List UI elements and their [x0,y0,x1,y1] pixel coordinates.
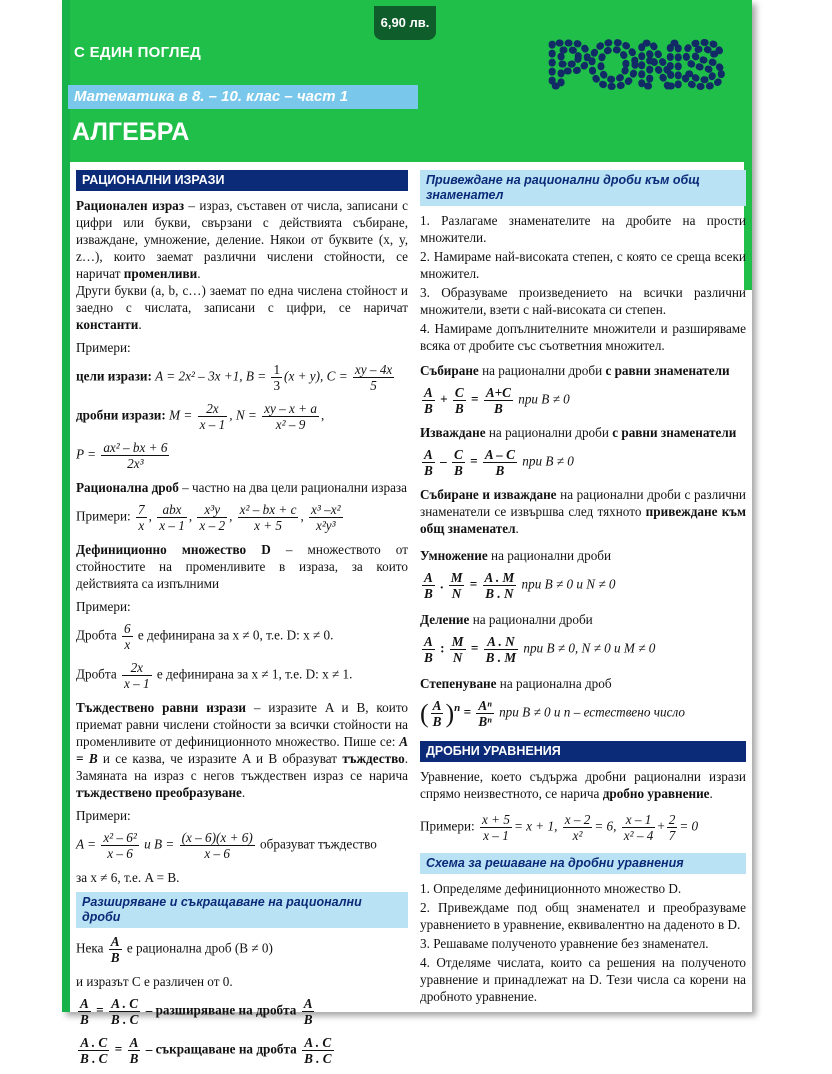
text: на рационални дроби [487,548,612,563]
num: x² – bx + c [239,502,297,517]
term: променливи [123,266,198,281]
den: x – 1 [159,518,185,533]
series-label: С ЕДИН ПОГЛЕД [74,44,202,61]
text: Дробта [76,627,117,643]
op: = [470,453,478,469]
text: е дефинирана за x ≠ 1, т.е. D: x ≠ 1. [156,666,353,682]
frac [422,447,435,478]
condition: при B ≠ 0 [518,391,570,407]
num: A . M [484,570,515,585]
examples-label: Примери: [76,808,131,823]
frac [484,385,513,416]
frac [422,634,435,665]
frac [453,385,466,416]
math: A = [76,836,100,852]
num: abx [157,502,187,518]
label: – съкращаване на дробта [145,1041,297,1057]
text: и се казва, че изразите A и B образуват [97,751,343,766]
op: = [471,391,479,407]
frac [180,830,255,861]
addsub-text: Събиране и изваждане на рационални дроби с различни знаменатели се извършва след тяхното привеждане към общ знаменател. [420,487,746,536]
num: A . C [109,996,140,1012]
text: – израз, съставен от числа, записани с цифри или букви, свързани с действията събиране, изваждане, умножение, деление. Някои от буквите (x, y, z…), които заемат различни числени стойности, се наричат [76,198,408,281]
frac [484,634,518,665]
num: A [424,634,433,649]
frac [452,447,465,478]
frac [480,812,512,843]
frac [78,1035,109,1066]
examples-label: Примери: [76,599,131,614]
addition-formula [420,385,746,416]
left-column [76,170,408,1074]
num: A – C [484,447,515,462]
num: A . C [302,1035,333,1051]
math: , N = [229,407,261,423]
condition: при B ≠ 0 и N ≠ 0 [521,576,616,592]
math: (x + y), C = [284,368,351,384]
text: на рационални дроби [469,612,593,627]
list-item: 1. Определяме дефиниционното множество D. [420,881,682,896]
den: 7 [668,828,676,843]
division-formula [420,634,746,665]
frac [483,447,517,478]
multiplication-heading [420,547,746,564]
op: . [440,576,444,592]
op: + [440,391,448,407]
frac [128,1035,141,1066]
examples-label: Примери: [420,818,475,834]
num: C [453,447,463,462]
text: – изразите A и B, които приемат равни числени стойности за всички стойности на променливите от дефиниционното множество. Пише се: [76,700,408,749]
den: x² – 4 [623,828,654,843]
den: x [124,637,131,652]
division-heading [420,611,746,628]
label: дробни изрази: [76,407,166,423]
num: Aⁿ [478,698,492,713]
def-rational-fraction [76,479,408,496]
frac [422,385,435,416]
den: N [452,650,463,665]
den: x [138,518,145,533]
op: – [440,453,447,469]
math: P = [76,446,100,462]
term: Умножение [420,548,488,563]
den: x²y³ [315,518,336,533]
def-domain [76,541,408,592]
term: Деление [420,612,470,627]
reduce-formula [76,1035,408,1066]
addition-heading [420,362,746,379]
list-item: 4. Отделяме числата, които са решения на полученото уравнение и принадлежат на D. Тези числа са корени на дробното уравнение. [420,955,746,1004]
exponent: n [454,702,461,715]
list-item: 2. Намираме най-високата степен, с която се среща всеки множител. [420,249,746,281]
list-item: 3. Образуваме произведението на всички различни множители, взети с най-високата си степен. [420,285,746,317]
frac-expressions: дробни изрази: M = $\frac{2x}{x - 1}$ , N = $\frac{xy - x + a}{\text{x² – 9}}$ , [76,401,325,432]
subtraction-formula [420,447,746,478]
text: Дробта [76,666,117,682]
den: B . C [304,1051,332,1066]
multiplication-formula [420,570,746,601]
den: B [432,714,442,729]
section-title-solving-scheme: Схема за решаване на дробни уравнения [420,853,746,874]
den: x² [572,828,583,843]
frac [271,362,282,393]
term: Степенуване [420,676,497,691]
page-title: АЛГЕБРА [72,118,190,146]
label: – разширяване на дробта [145,1002,297,1018]
den: B [110,950,120,965]
frac [449,570,465,601]
op: = [470,640,479,656]
num: x³y [197,502,227,518]
list-item: 3. Решаваме полученото уравнение без знаменател. [420,936,709,951]
num: A [424,385,433,400]
frac [136,502,147,533]
den: B [129,1051,139,1066]
den: x + 5 [254,518,283,533]
den: B . C [110,1012,139,1027]
frac [476,698,493,729]
common-denominator-steps [420,212,746,354]
text: на рационална дроб [496,676,612,691]
num: A [424,447,433,462]
math: M = [169,407,196,423]
op: = [463,704,472,720]
def-fractional-equation: Уравнение, което съдържа дробни рационални изрази спрямо неизвестното, се нарича дробно уравнение. [420,769,746,801]
term: Събиране и изваждане [420,487,557,502]
expand-formula [76,996,408,1027]
frac [197,502,227,533]
num: M [451,634,464,649]
paren: ( [420,699,429,728]
int-expressions [76,362,408,393]
c-condition: и изразът C е различен от 0. [76,974,233,989]
subtraction-heading [420,424,746,441]
frac [122,660,152,691]
examples-label: Примери: [76,508,131,524]
num: M [450,570,463,585]
frac [422,570,435,601]
text: Уравнение, което съдържа дробни рационални изрази спрямо неизвестното, се нарича [420,769,746,801]
rational-fraction-examples: Примери: $\frac{7}{x}$ , $\frac{\text{abx}}{x - 1}$ , $\frac{\text{x³y}}{x - 2}$ , $\frac{\text{x² – bx + c}}{x + 5}$ , $\frac{\text{x³ –x²}}{\text{x²y³}}$ [76,502,341,533]
frac [262,401,319,432]
frac [109,934,122,965]
section-title-fractional-equations: ДРОБНИ УРАВНЕНИЯ [420,741,746,762]
frac [157,502,187,533]
pons-logo [548,31,748,100]
term: A = B [76,734,408,766]
math: = 0 [679,818,699,834]
den: B . C [80,1051,108,1066]
num: A . C [78,1035,109,1051]
den: B [424,463,433,478]
math: = 6, [594,818,617,834]
num: x² – 6² [103,830,137,845]
den: N [451,586,462,601]
num: x – 2 [564,812,591,827]
num: 1 [273,362,281,377]
frac [667,812,678,843]
price-tag: 6,90 лв. [374,6,436,40]
frac [109,996,140,1027]
den: B [80,1012,89,1027]
den: x – 1 [483,828,509,843]
num: (x – 6)(x + 6) [181,830,253,845]
text: образуват тъждество [256,836,377,852]
op: : [440,640,445,656]
num: A [80,996,89,1011]
frac [622,812,656,843]
term: привеждане към общ знаменател [420,504,746,536]
frac [302,996,315,1027]
identity-condition: за x ≠ 6, т.е. A = B. [76,870,180,885]
let-fraction [76,934,408,965]
term: Рационална дроб [76,480,179,495]
condition: при B ≠ 0, N ≠ 0 и M ≠ 0 [523,640,656,656]
term: Тъждествено равни изрази [76,700,246,715]
pons-logo-text: PONS [548,31,724,100]
leaflet-page [62,0,752,1066]
frac [101,440,169,471]
term: с равни знаменатели [605,363,730,378]
list-item: 4. Намираме допълнителните множители и разширяваме всяка от дробите със съответния множител. [420,321,746,353]
den: 2x³ [127,456,144,471]
section-title-rational-expressions: РАЦИОНАЛНИ ИЗРАЗИ [76,170,408,191]
text: – частно на два цели рационални израза [178,480,407,495]
text: – множеството от стойностите на променливите в израза, за които действията са изпълними [76,542,408,591]
subject-bar: Математика в 8. – 10. клас – част 1 [68,85,418,109]
num: A [432,698,442,713]
math: A = 2x² – 3x +1, B = [155,368,270,384]
term: тъждество [342,751,405,766]
den: B [424,401,433,416]
den: x – 1 [123,676,150,691]
frac [198,401,228,432]
power-formula [420,698,746,729]
term: тъждествено преобразуване [76,785,242,800]
left-green-strip [62,0,70,1012]
op: = [114,1041,123,1057]
frac [101,830,139,861]
den: x – 2 [199,518,226,533]
den: B [454,401,464,416]
num: xy – x + a [264,401,317,416]
num: x – 1 [622,812,656,828]
text: е рационална дроб (B ≠ 0) [126,940,273,956]
paren: ) [445,699,455,728]
term: Събиране [420,363,479,378]
frac [450,634,466,665]
num: A [110,934,120,949]
condition: при B ≠ 0 и n – естествено число [499,704,685,720]
den: 5 [370,378,377,393]
term: с равни знаменатели [612,425,737,440]
num: C [454,385,464,400]
den: B [493,401,503,416]
op: + [657,818,665,834]
section-title-common-denominator: Привеждане на рационални дроби към общ знаменател [420,170,746,206]
math: = x + 1, [513,818,558,834]
list-item: 2. Привеждаме под общ знаменател и преобразуваме уравнението в уравнение, еквивалентно на даденото в D. [420,900,746,932]
num: A [129,1035,139,1050]
domain-example-1 [76,621,408,652]
num: x³ –x² [311,502,341,517]
den: B [303,1012,313,1027]
num: A . N [484,634,518,650]
den: 3 [273,378,281,393]
label: цели изрази: [76,368,152,384]
op: = [469,576,478,592]
frac [122,621,133,652]
frac [563,812,593,843]
den: x – 1 [199,417,226,432]
identity-example [76,830,408,861]
examples-label: Примери: [76,340,131,355]
def-rational-expression: Рационален израз – израз, съставен от числа, записани с цифри или букви, свързани с действията събиране, изваждане, умножение, деление. Някои от буквите (x, y, z…), които заемат различни числени стойности, се наричат променливи. Други букви (a, b, c…) заемат по една числена стойност и заедно с числата, записани с цифри, се наричат константи. [76,198,408,332]
den: x – 6 [204,846,230,861]
frac [302,1035,333,1066]
term: константи [76,317,139,332]
def-identity: Тъждествено равни изрази – изразите A и B, които приемат равни числени стойности за всички стойности на променливите от дефиниционното множество. Пише се: A = B и се казва, че изразите A и B образуват тъждество. Замяната на израз с негов тъждествен израз се нарича тъждествено преобразуване. [76,700,408,800]
section-title-expand-reduce: Разширяване и съкращаване на рационални дроби [76,892,408,928]
math: и B = [140,836,178,852]
frac [238,502,299,533]
frac [78,996,91,1027]
frac [309,502,343,533]
domain-example-2 [76,660,408,691]
list-item: 1. Разлагаме знаменателите на дробите на прости множители. [420,213,746,245]
fractional-equation-examples [420,812,746,843]
den: x – 6 [107,846,133,861]
solving-scheme-steps [420,880,746,1005]
num: xy – 4x [354,362,393,377]
right-column [420,170,746,1007]
den: B . M [485,650,517,665]
num: 2x [198,401,228,417]
term: дробно уравнение [602,786,710,801]
text: Нека [76,940,104,956]
op: = [96,1002,104,1018]
text: на рационални дроби [485,425,613,440]
frac-expression-p [76,440,408,471]
num: A [424,570,433,585]
term: Дефиниционно множество D [76,542,271,557]
frac [353,362,394,393]
den: B [424,586,433,601]
num: x + 5 [482,812,510,827]
den: x² – 9 [275,417,306,432]
term: Изваждане [420,425,486,440]
num: 7 [138,502,145,517]
num: A [303,996,313,1011]
text: . Замяната на израз с негов тъждествен израз се нарича [76,751,408,783]
frac [431,698,444,729]
text: на рационални дроби [478,363,606,378]
num: 2x [122,660,152,676]
frac [483,570,517,601]
num: A+C [485,385,511,400]
text: е дефинирана за x ≠ 0, т.е. D: x ≠ 0. [137,627,334,643]
num: 6 [123,621,131,636]
condition: при B ≠ 0 [522,453,574,469]
den: Bⁿ [478,714,492,729]
den: B [495,463,505,478]
den: B . N [485,586,514,601]
den: B [453,463,463,478]
term: Рационален израз [76,198,185,213]
power-heading [420,675,746,692]
den: B [424,650,433,665]
text: Други букви (a, b, c…) заемат по една числена стойност и заедно с числата, записани с цифри, се наричат [76,283,408,315]
num: ax² – bx + 6 [103,440,168,455]
text: на рационални дроби с различни знаменатели се извършва след тяхното [420,487,746,519]
num: 2 [668,812,676,827]
